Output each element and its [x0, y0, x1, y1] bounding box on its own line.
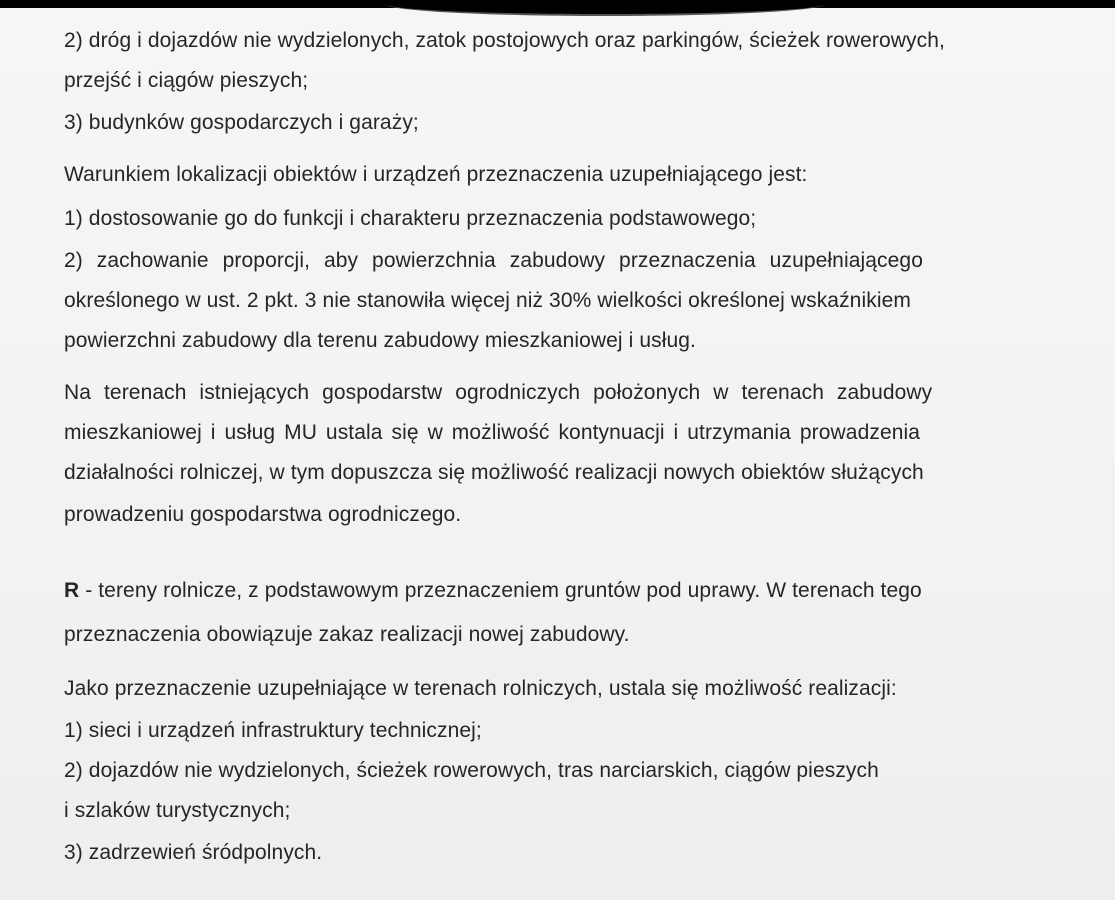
text-line: 2) dróg i dojazdów nie wydzielonych, zatok postojowych oraz parkingów, ścieżek rowerowych,: [64, 29, 945, 52]
page-edge-curve: [385, 4, 825, 16]
text-line: Na terenach istniejących gospodarstw ogrodniczych położonych w terenach zabudowy: [64, 381, 933, 404]
text-span: - tereny rolnicze, z podstawowym przeznaczeniem gruntów pod uprawy. W terenach tego: [79, 579, 922, 602]
zone-symbol-r: R: [64, 579, 80, 602]
text-line: mieszkaniowej i usług MU ustala się w możliwość kontynuacji i utrzymania prowadzenia: [64, 421, 921, 444]
list-item: 3) zadrzewień śródpolnych.: [64, 841, 323, 864]
text-line: działalności rolniczej, w tym dopuszcza się możliwość realizacji nowych obiektów służących: [64, 461, 924, 484]
text-line: przeznaczenia obowiązuje zakaz realizacji nowej zabudowy.: [64, 623, 630, 646]
list-item: 1) sieci i urządzeń infrastruktury technicznej;: [64, 719, 482, 742]
list-item: 2) zachowanie proporcji, aby powierzchnia zabudowy przeznaczenia uzupełniającego: [64, 249, 923, 272]
text-line: 3) budynków gospodarczych i garaży;: [64, 111, 419, 134]
text-line: przejść i ciągów pieszych;: [64, 69, 309, 92]
paragraph-heading-line: Jako przeznaczenie uzupełniające w terenach rolniczych, ustala się możliwość realizacji:: [64, 677, 897, 700]
paragraph-heading-line: Warunkiem lokalizacji obiektów i urządzeń przeznaczenia uzupełniającego jest:: [64, 163, 808, 186]
text-line: prowadzeniu gospodarstwa ogrodniczego.: [64, 503, 462, 526]
text-line: i szlaków turystycznych;: [64, 799, 291, 822]
text-line: powierzchni zabudowy dla terenu zabudowy mieszkaniowej i usług.: [64, 329, 696, 352]
list-item: 1) dostosowanie go do funkcji i charakteru przeznaczenia podstawowego;: [64, 207, 757, 230]
text-line: określonego w ust. 2 pkt. 3 nie stanowiła więcej niż 30% wielkości określonej wskaźnikiem: [64, 289, 911, 312]
list-item: 2) dojazdów nie wydzielonych, ścieżek rowerowych, tras narciarskich, ciągów pieszych: [64, 759, 879, 782]
section-r-line: [64, 578, 922, 604]
